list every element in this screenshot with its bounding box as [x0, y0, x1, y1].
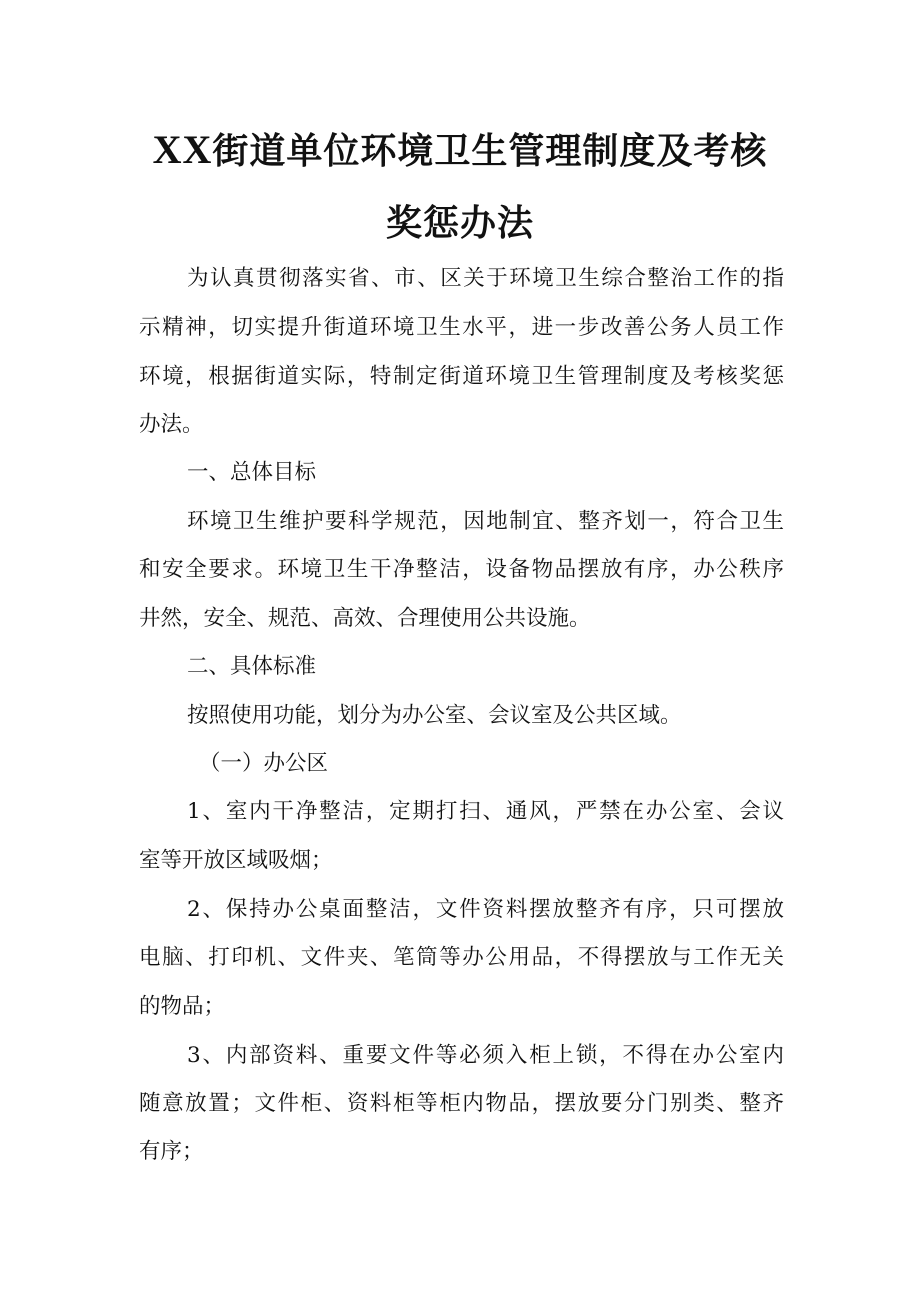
intro-line-1: 为认真贯彻落实省、市、区关于环境卫生综合整治工作的指	[187, 266, 784, 291]
item-2-line-1: 2、保持办公桌面整洁，文件资料摆放整齐有序，只可摆放	[187, 897, 784, 922]
section-1-line-3: 井然，安全、规范、高效、合理使用公共设施。	[139, 606, 591, 631]
item-3-line-3: 有序；	[139, 1139, 204, 1164]
intro-line-2: 示精神，切实提升街道环境卫生水平，进一步改善公务人员工作	[139, 315, 784, 340]
section-2-intro: 按照使用功能，划分为办公室、会议室及公共区域。	[187, 703, 682, 728]
section-1-line-2: 和安全要求。环境卫生干净整洁，设备物品摆放有序，办公秩序	[139, 557, 784, 582]
subsection-1-heading: （一）办公区	[199, 751, 329, 776]
item-2-line-2: 电脑、打印机、文件夹、笔筒等办公用品，不得摆放与工作无关	[139, 945, 784, 970]
item-3-line-1: 3、内部资料、重要文件等必须入柜上锁，不得在办公室内	[187, 1043, 784, 1068]
document-title-line-2: 奖惩办法	[385, 203, 534, 244]
title-text: 街道单位环境卫生管理制度及考核	[212, 131, 768, 172]
section-1-heading: 一、总体目标	[187, 460, 317, 485]
item-1-line-2: 室等开放区域吸烟；	[139, 848, 333, 873]
item-1-line-1: 1、室内干净整洁，定期打扫、通风，严禁在办公室、会议	[187, 799, 784, 824]
document-title-line-1	[0, 128, 920, 174]
section-1-line-1: 环境卫生维护要科学规范，因地制宜、整齐划一，符合卫生	[187, 509, 784, 534]
section-2-heading: 二、具体标准	[187, 654, 317, 679]
intro-line-3: 环境，根据街道实际，特制定街道环境卫生管理制度及考核奖惩	[139, 364, 784, 389]
title-prefix: XX	[152, 127, 213, 172]
item-2-line-3: 的物品；	[139, 994, 226, 1019]
intro-line-4: 办法。	[139, 412, 204, 437]
item-3-line-2: 随意放置；文件柜、资料柜等柜内物品，摆放要分门别类、整齐	[139, 1091, 784, 1116]
